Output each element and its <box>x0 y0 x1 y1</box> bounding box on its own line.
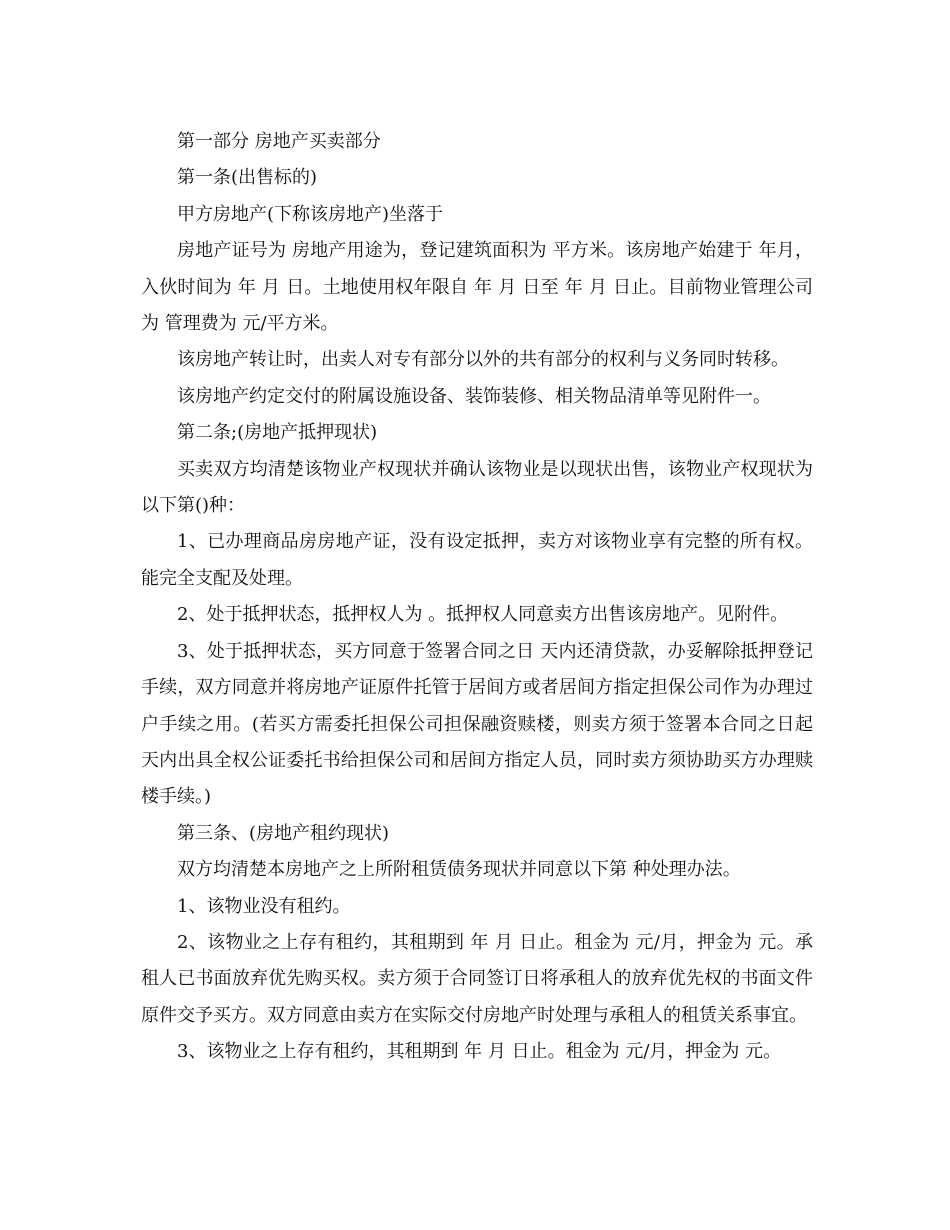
paragraph: 该房地产转让时，出卖人对专有部分以外的共有部分的权利与义务同时转移。 <box>177 349 789 371</box>
paragraph: 甲方房地产(下称该房地产)坐落于 <box>177 203 444 225</box>
paragraph: 该房地产约定交付的附属设施设备、装饰装修、相关物品清单等见附件一。 <box>177 385 771 407</box>
article-2-heading: 第二条;(房地产抵押现状) <box>177 422 378 444</box>
paragraph: 双方均清楚本房地产之上所附租赁债务现状并同意以下第 种处理办法。 <box>177 859 741 881</box>
article-3-heading: 第三条、(房地产租约现状) <box>177 822 390 844</box>
list-item: 2、该物业之上存有租约，其租期到 年 月 日止。租金为 元/月，押金为 元。承租人已书面放弃优先购买权。卖方须于合同签订日将承租人的放弃优先权的书面文件原件交予买方。双方同意由卖方在实际交付房地产时处理与承租人的租赁关系事宜。 <box>141 931 813 1026</box>
list-item: 1、已办理商品房房地产证，没有设定抵押，卖方对该物业享有完整的所有权。能完全支配及处理。 <box>141 531 813 589</box>
list-item: 3、该物业之上存有租约，其租期到 年 月 日止。租金为 元/月，押金为 元。 <box>177 1041 782 1063</box>
list-item: 2、处于抵押状态，抵押权人为 。抵押权人同意卖方出售该房地产。见附件。 <box>177 604 789 626</box>
part-heading: 第一部分 房地产买卖部分 <box>177 131 381 152</box>
document-body <box>141 124 813 1071</box>
paragraph: 房地产证号为 房地产用途为，登记建筑面积为 平方米。该房地产始建于 年月，入伙时间为 年 月 日。土地使用权年限自 年 月 日至 年 月 日止。目前物业管理公司为 管理费为 元/平方米。 <box>141 240 813 335</box>
paragraph: 买卖双方均清楚该物业产权现状并确认该物业是以现状出售，该物业产权现状为以下第()种： <box>141 458 813 517</box>
article-1-heading: 第一条(出售标的) <box>177 167 318 189</box>
list-item: 1、该物业没有租约。 <box>177 895 351 917</box>
list-item: 3、处于抵押状态，买方同意于签署合同之日 天内还清贷款，办妥解除抵押登记手续，双方同意并将房地产证原件托管于居间方或者居间方指定担保公司作为办理过户手续之用。(若买方需委托担保公司担保融资赎楼，则卖方须于签署本合同之日起 天内出具全权公证委托书给担保公司和居间方指定人员，同时卖方须协助买方办理赎楼手续。) <box>141 640 813 808</box>
